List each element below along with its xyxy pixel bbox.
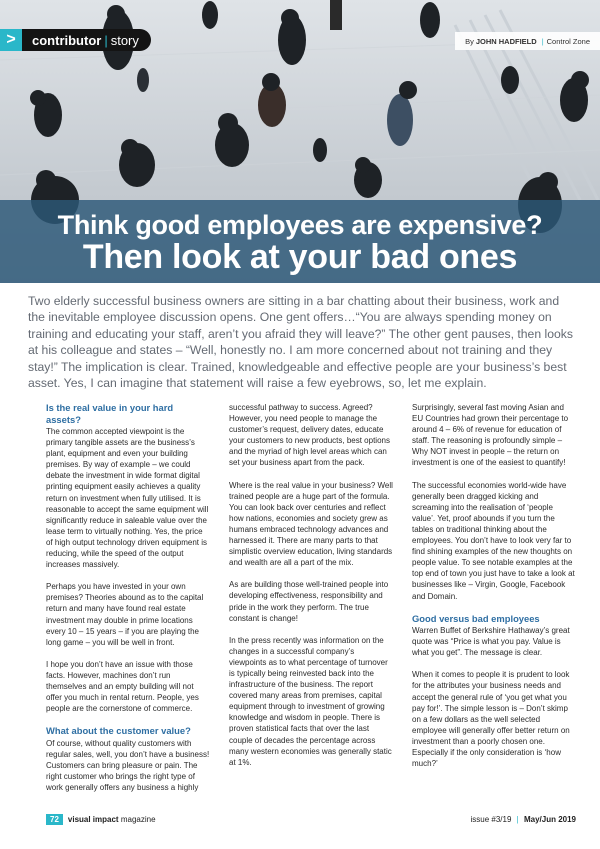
article-body — [46, 402, 576, 804]
byline-org: Control Zone — [546, 36, 590, 46]
paragraph: In the press recently was information on the changes in a successful company’s viewpoints as to what percentage of turnover is typically being reinvested back into the infrastructure of the business. The report covered many areas from premises, capital equipment through to investment of growing knowledge and wisdom in people. There is proven statistical facts that over the last couple of decades the percentage across many western economies was generally static at 1%. — [229, 635, 392, 767]
subheading: What about the customer value? — [46, 725, 191, 737]
byline-prefix: By — [465, 36, 474, 46]
magazine-name-bold: visual impact — [67, 814, 119, 824]
paragraph: Where is the real value in your business? Well trained people are a huge part of the formula. You can look back over centuries and reflect how nations, economies and society grew as humans embraced technology advances and harnessed it. There are many parts to that simplistic overview education, living standards and wealth are all a part of the mix. — [229, 480, 393, 568]
footer-separator: | — [516, 814, 519, 824]
column-2 — [229, 402, 393, 804]
issue-number: issue #3/19 — [470, 814, 512, 824]
column-3 — [412, 402, 576, 804]
paragraph: The successful economies world-wide have generally been dragged kicking and screaming into the realisation of ‘people value’. Yet, proof abounds if you turn the tables on traditional thinking about the employees. You don’t have to look very far to find shining examples of the new thoughts on people value. To see notable examples at the top end of town you just have to take a look at businesses like – Virgin, Google, Facebook and Domain. — [412, 480, 575, 601]
footer-right — [471, 815, 577, 824]
paragraph: The common accepted viewpoint is the primary tangible assets are the business’s plant, equipment and even your building premises. By way of example – we could debate the investment in wide format digital printing equipment easily achieves a quality return on investment when fully utilised. It is reasonable to accept the same equipment will significantly reduce in saleable value over the lease term to virtually nothing. Yes, the price of high output technology driven equipment is reducing, while the speed of the output increases massively. — [46, 427, 209, 570]
byline — [455, 32, 600, 50]
magazine-name — [68, 815, 156, 824]
paragraph: Of course, without quality customers with regular sales, well, you don’t have a business! Customers can bring pleasure or pain. The right customer who brings the right type of work generally offers any business a highly — [46, 738, 210, 793]
column-1 — [46, 402, 210, 804]
intro-paragraph: Two elderly successful business owners are sitting in a bar chatting about their business, work and the inevitable employee discussion opens. One gent offers…“You are always spending money on training and educating your staff, aren’t you afraid they will leave?” The other gent pauses, then looks at his colleague and states – “Well, honestly no. I am more concerned about not training and they stay!” The implication is clear. Trained, knowledgeable and effective people are your business’s best asset. Yes, I can imagine that statement will raise a few eyebrows, so, let me explain. — [28, 294, 573, 391]
byline-separator: | — [541, 36, 544, 46]
paragraph: successful pathway to success. Agreed? However, you need people to manage the customer’s request, delivery dates, educate your customers to new products, best options and the myriad of high level areas which can set your business apart from the pack. — [229, 403, 390, 468]
paragraph: As are building those well-trained people into developing effectiveness, responsibility and pride in the work they perform. The true constant is change! — [229, 580, 389, 623]
page-footer — [46, 812, 576, 826]
section-label-separator: | — [104, 32, 108, 48]
section-label-strong: contributor — [32, 32, 102, 48]
paragraph: When it comes to people it is prudent to look for the attributes your business needs and accept the general rule of ‘you get what you pay for!’. The simple lesson is – Don’t skimp on a few dollars as the well selected employee will generally offer better return on investment than a poorly chosen one. Especially if the only consideration is ‘how much?’ — [412, 670, 570, 769]
paragraph: I hope you don’t have an issue with those facts. However, machines don’t run themselves and an empty building will not offer you much in rental return. People, yes people are the cornerstone of commerce. — [46, 659, 199, 714]
paragraph: Perhaps you have invested in your own premises? Theories abound as to the capital return and many have found real estate investment may double in prime locations every 10 – 15 years – if you are playing the long game – you will be well in front. — [46, 582, 204, 647]
footer-left — [46, 814, 156, 825]
byline-author: JOHN HADFIELD — [475, 36, 537, 46]
hero-image — [0, 0, 600, 283]
paragraph: Surprisingly, several fast moving Asian and EU Countries had grown their percentage to around 4 – 6% of revenue for education of staff. The reasoning is profoundly simple – Why NOT invest in people – the return on investment is one of the easiest to quantify! — [412, 403, 569, 468]
headline-line-2: Then look at your bad ones — [82, 238, 518, 276]
section-tag — [0, 29, 151, 51]
page-number: 72 — [46, 814, 63, 825]
section-label — [22, 29, 151, 51]
chevron-right-icon: > — [0, 29, 22, 51]
headline-line-1: Think good employees are expensive? — [57, 210, 543, 240]
issue-date: May/Jun 2019 — [523, 814, 576, 824]
section-label-rest: story — [110, 32, 139, 48]
magazine-name-rest: magazine — [120, 814, 156, 824]
paragraph: Warren Buffet of Berkshire Hathaway’s great quote was “Price is what you pay. Value is what you get”. The message is clear. — [412, 626, 570, 658]
subheading: Good versus bad employees — [412, 612, 540, 624]
subheading: Is the real value in your hard assets? — [46, 402, 174, 425]
